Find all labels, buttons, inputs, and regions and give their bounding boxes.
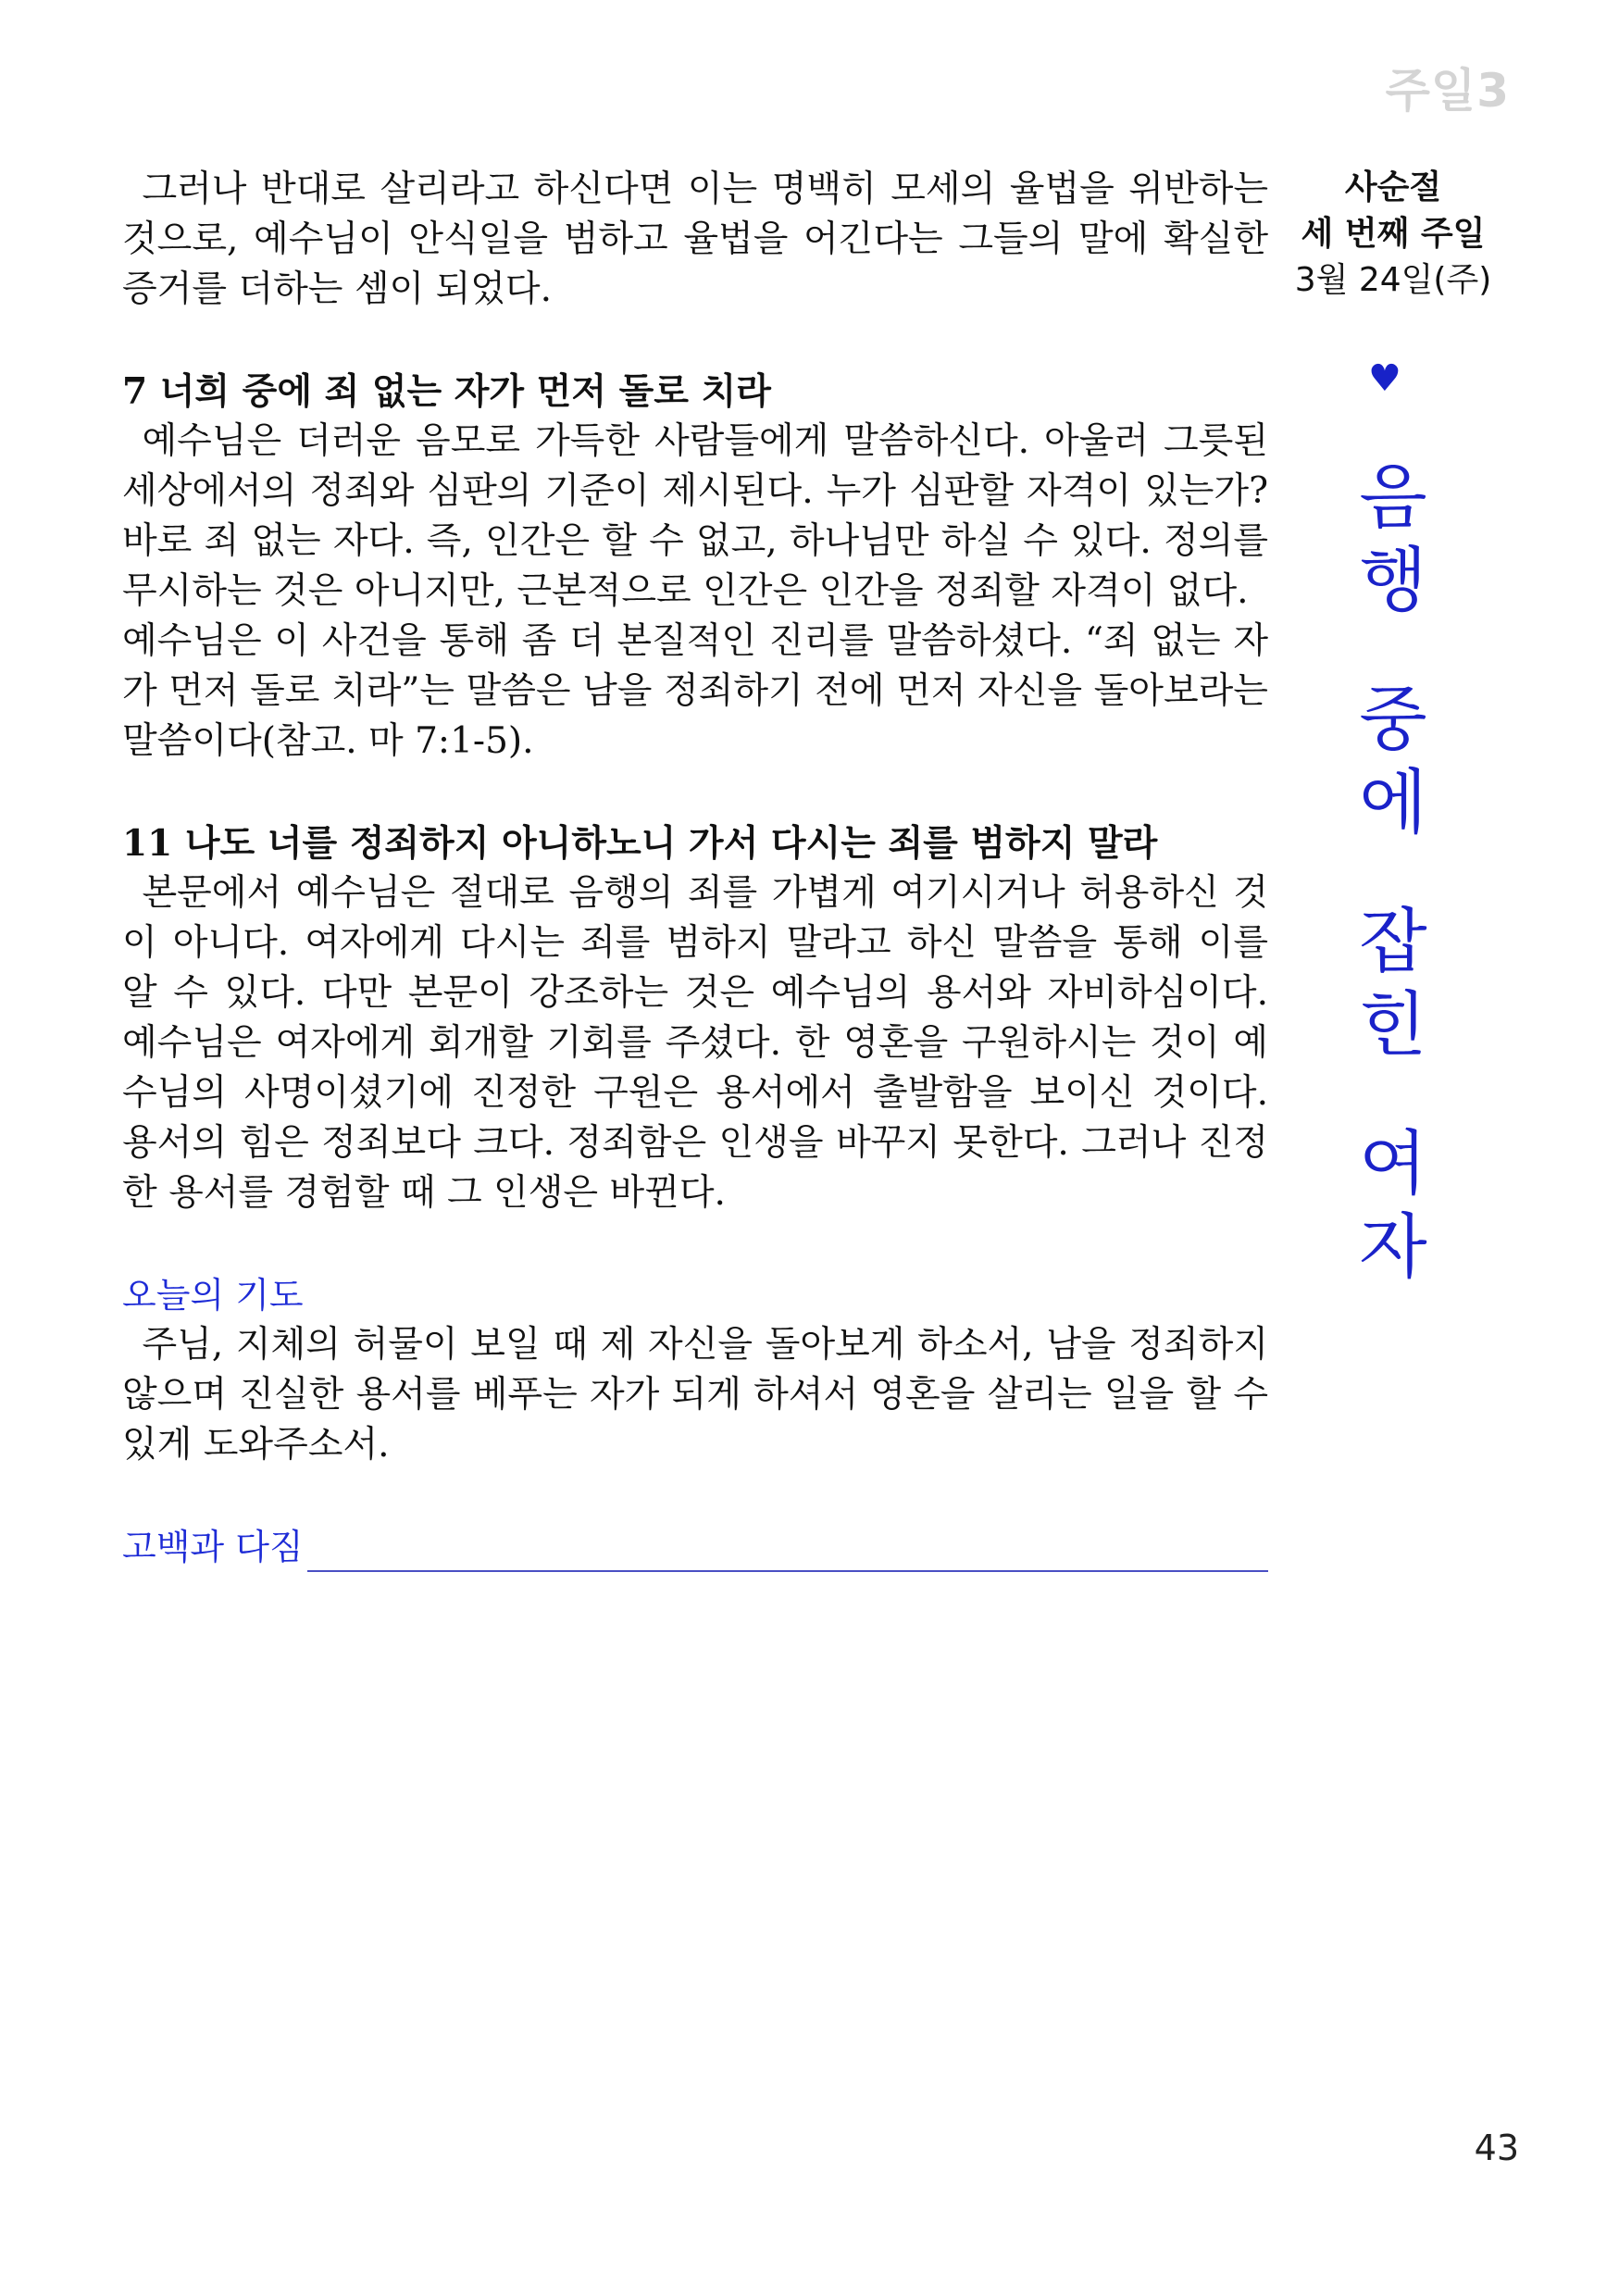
vertical-title-char: 힌 [1359,983,1427,1066]
vertical-title-char: 여 [1359,1122,1427,1204]
confession-row [122,1522,1268,1572]
vertical-title-char: 행 [1359,539,1427,621]
confession-label: 고백과 다짐 [122,1527,304,1567]
page-number: 43 [1474,2128,1519,2168]
confession-writing-line[interactable] [307,1537,1268,1572]
prayer-title: 오늘의 기도 [122,1275,304,1316]
season-label: 사순절 [1344,168,1442,206]
vertical-title-char: 자 [1359,1205,1427,1288]
verse-heading-11: 11 나도 너를 정죄하지 아니하노니 가서 다시는 죄를 범하지 말라 [122,822,1158,865]
intro-paragraph: 그러나 반대로 살리라고 하신다면 이는 명백히 모세의 율법을 위반하는 것으로, 예수님이 안식일을 범하고 율법을 어긴다는 그들의 말에 확실한 증거를 더하는 셈이 되었다. [122,168,1268,310]
verse-heading-7: 7 너희 중에 죄 없는 자가 먼저 돌로 치라 [122,370,771,413]
vertical-title-char: 중 [1359,678,1427,760]
main-text-column [122,165,1268,1572]
vertical-title-char: 잡 [1359,900,1427,982]
commentary-paragraph-7b: 예수님은 이 사건을 통해 좀 더 본질적인 진리를 말씀하셨다. “죄 없는 자가 먼저 돌로 치라”는 말씀은 남을 정죄하기 전에 먼저 자신을 돌아보라는 말씀이다(참고. 마 7:1-5). [122,620,1268,762]
week-label: 세 번째 주일 [1301,215,1486,253]
date-block [1277,165,1509,304]
commentary-paragraph-11: 본문에서 예수님은 절대로 음행의 죄를 가볍게 여기시거나 허용하신 것이 아니다. 여자에게 다시는 죄를 범하지 말라고 하신 말씀을 통해 이를 알 수 있다. 다만 본문이 강조하는 것은 예수님의 용서와 자비하심이다. 예수님은 여자에게 회개할 기회를 주셨다. 한 영혼을 구원하시는 것이 예수님의 사명이셨기에 진정한 구원은 용서에서 출발함을 보이신 것이다. 용서의 힘은 정죄보다 크다. 정죄함은 인생을 바꾸지 못한다. 그러나 진정한 용서를 경험할 때 그 인생은 바뀐다. [122,872,1268,1214]
prayer-text: 주님, 지체의 허물이 보일 때 제 자신을 돌아보게 하소서, 남을 정죄하지 않으며 진실한 용서를 베푸는 자가 되게 하셔서 영혼을 살리는 일을 할 수 있게 도와주소서. [122,1324,1268,1466]
heart-icon: ♥ [1368,357,1401,400]
commentary-paragraph-7a: 예수님은 더러운 음모로 가득한 사람들에게 말씀하신다. 아울러 그릇된 세상에서의 정죄와 심판의 기준이 제시된다. 누가 심판할 자격이 있는가? 바로 죄 없는 자다. 즉, 인간은 할 수 없고, 하나님만 하실 수 있다. 정의를 무시하는 것은 아니지만, 근본적으로 인간은 인간을 정죄할 자격이 없다. [122,420,1268,612]
date-label: 3월 24일(주) [1294,261,1492,299]
vertical-title-char: 에 [1359,761,1427,843]
section-tag: 주일3 [1385,64,1510,118]
vertical-title-char: 음 [1359,455,1427,538]
